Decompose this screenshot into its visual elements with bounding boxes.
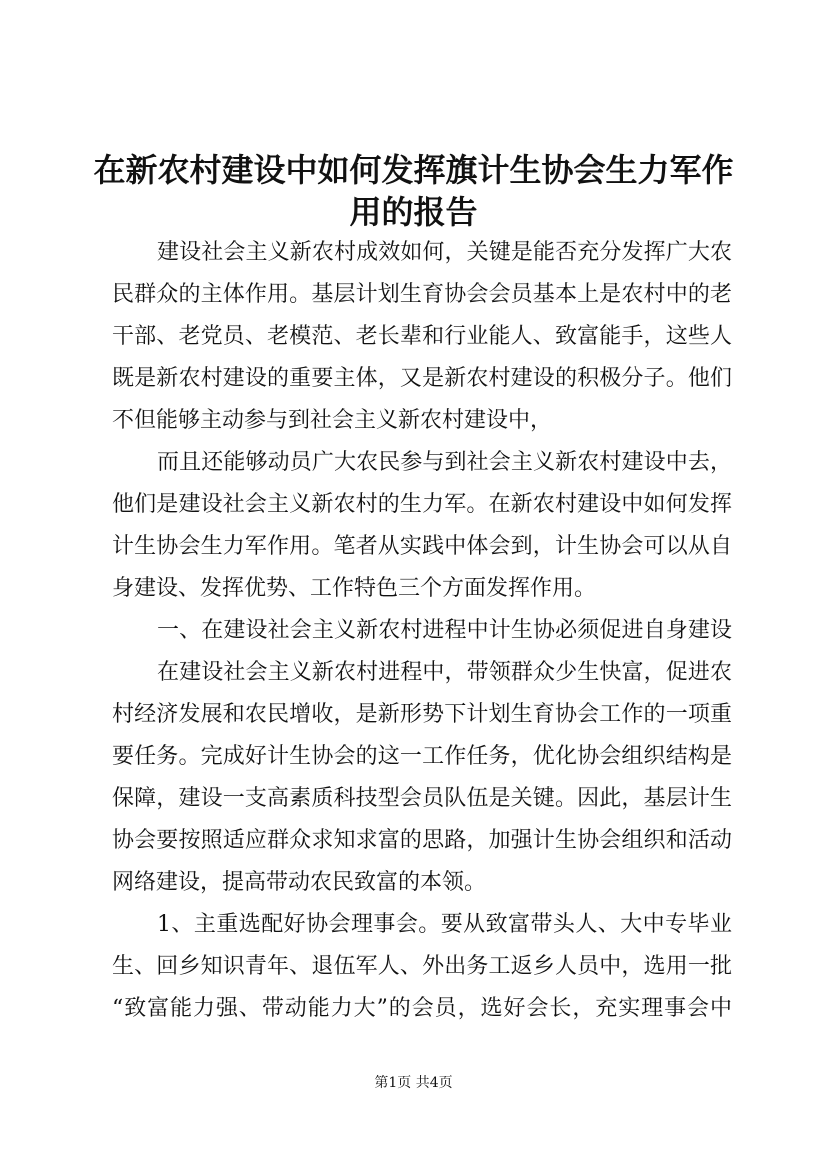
paragraph-line: 保障，建设一支高素质科技型会员队伍是关键。因此，基层计生 (112, 786, 732, 811)
paragraph-line: 计生协会生力军作用。笔者从实践中体会到，计生协会可以从自 (112, 534, 732, 559)
paragraph-line: 村经济发展和农民增收，是新形势下计划生育协会工作的一项重 (112, 702, 732, 727)
paragraph-line: 在建设社会主义新农村进程中，带领群众少生快富，促进农 (157, 660, 732, 685)
paragraph-line: 生、回乡知识青年、退伍军人、外出务工返乡人员中，选用一批 (112, 954, 732, 979)
page-number-footer: 第1页 共4页 (374, 1075, 453, 1091)
paragraph-line: 民群众的主体作用。基层计划生育协会会员基本上是农村中的老 (112, 282, 732, 307)
section-heading: 一、在建设社会主义新农村进程中计生协必须促进自身建设 (157, 618, 732, 643)
paragraph-line: 要任务。完成好计生协会的这一工作任务，优化协会组织结构是 (112, 744, 732, 769)
paragraph-line: 而且还能够动员广大农民参与到社会主义新农村建设中去， (157, 450, 732, 475)
paragraph-line: 1、主重选配好协会理事会。要从致富带头人、大中专毕业 (157, 912, 732, 937)
document-title-line-2: 用的报告 (349, 193, 478, 231)
paragraph-line: “致富能力强、带动能力大”的会员，选好会长，充实理事会中 (112, 996, 732, 1021)
paragraph-line: 他们是建设社会主义新农村的生力军。在新农村建设中如何发挥 (112, 492, 732, 517)
paragraph-line: 协会要按照适应群众求知求富的思路，加强计生协会组织和活动 (112, 828, 732, 853)
paragraph-line: 既是新农村建设的重要主体，又是新农村建设的积极分子。他们 (112, 366, 732, 391)
document-title-line-1: 在新农村建设中如何发挥旗计生协会生力军作 (93, 151, 734, 189)
paragraph-line: 网络建设，提高带动农民致富的本领。 (112, 870, 487, 895)
paragraph-line: 干部、老党员、老模范、老长辈和行业能人、致富能手，这些人 (112, 324, 732, 349)
paragraph-line: 身建设、发挥优势、工作特色三个方面发挥作用。 (112, 576, 597, 601)
paragraph-line: 建设社会主义新农村成效如何，关键是能否充分发挥广大农 (157, 240, 732, 265)
paragraph-line: 不但能够主动参与到社会主义新农村建设中， (112, 408, 553, 433)
